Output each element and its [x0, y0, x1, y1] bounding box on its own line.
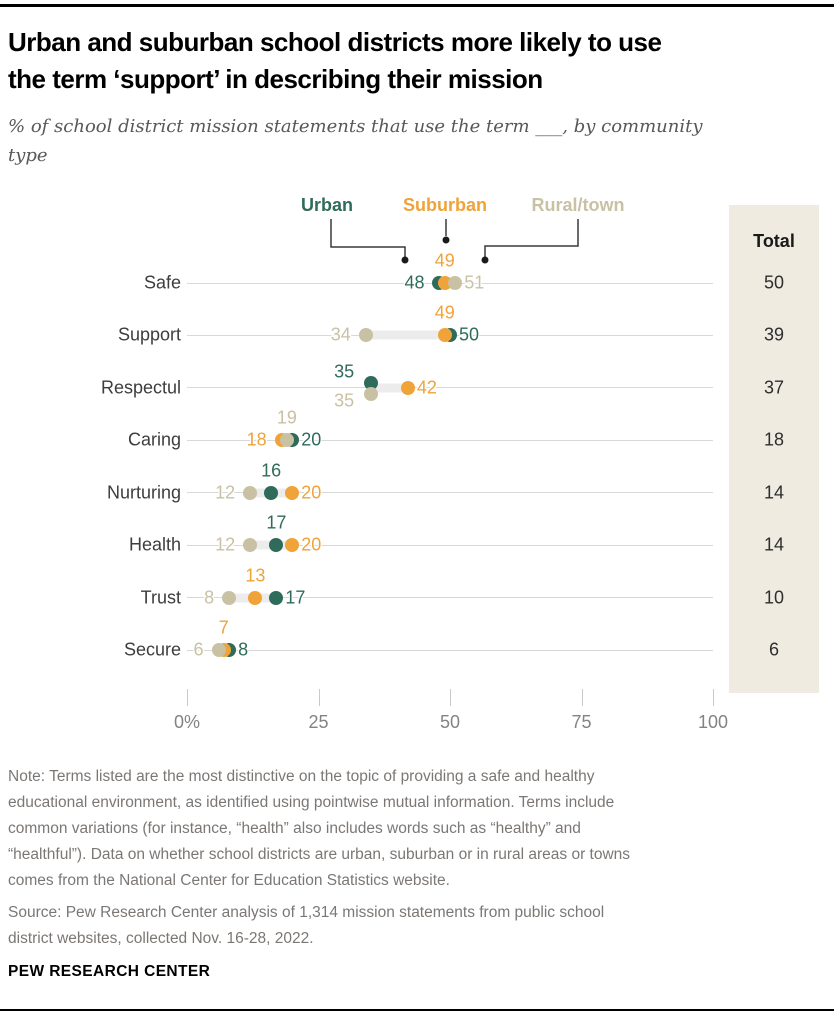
value-label-suburban: 18: [246, 429, 267, 450]
pew-wordmark: PEW RESEARCH CENTER: [8, 963, 211, 980]
value-label-rural: 51: [464, 272, 485, 293]
x-axis-tick: [450, 689, 451, 706]
term-label: Health: [128, 534, 181, 555]
legend-item-suburban: Suburban: [403, 195, 487, 215]
value-label-urban: 48: [404, 272, 425, 293]
value-label-rural: 12: [215, 482, 236, 503]
total-value: 50: [763, 272, 785, 293]
total-value: 14: [763, 482, 785, 503]
dot-rural: [243, 538, 257, 552]
value-label-suburban: 42: [416, 377, 437, 398]
total-value: 18: [763, 429, 785, 450]
note-line: comes from the National Center for Education Statistics website.: [8, 872, 450, 889]
note-line: educational environment, as identified using pointwise mutual information. Terms include: [8, 794, 615, 811]
dot-urban: [269, 591, 283, 605]
value-label-rural: 6: [193, 639, 204, 660]
x-axis-tick-label: 0%: [173, 712, 201, 732]
dot-rural: [280, 433, 294, 447]
dot-suburban: [285, 538, 299, 552]
dot-rural: [359, 328, 373, 342]
value-label-suburban: 13: [245, 565, 266, 586]
dot-urban: [269, 538, 283, 552]
value-label-urban: 35: [334, 361, 355, 382]
legend-connector-lines: [0, 0, 834, 300]
dot-suburban: [438, 328, 452, 342]
value-label-suburban: 49: [434, 302, 455, 323]
value-label-urban: 17: [285, 587, 306, 608]
dot-suburban: [401, 381, 415, 395]
value-label-suburban: 20: [301, 534, 322, 555]
dot-urban: [264, 486, 278, 500]
legend-item-rural: Rural/town: [531, 195, 625, 215]
value-label-urban: 8: [238, 639, 249, 660]
source-line: Source: Pew Research Center analysis of 1,314 mission statements from public school: [8, 904, 605, 921]
term-label: Safe: [143, 272, 181, 293]
dot-rural: [243, 486, 257, 500]
term-label: Secure: [123, 639, 181, 660]
row-line: [187, 650, 713, 651]
term-label: Trust: [140, 587, 181, 608]
x-axis-tick-label: 75: [571, 712, 592, 732]
term-label: Support: [117, 324, 181, 345]
total-value: 10: [763, 587, 785, 608]
dot-rural: [222, 591, 236, 605]
total-value: 14: [763, 534, 785, 555]
value-label-suburban: 7: [218, 617, 229, 638]
legend-item-urban: Urban: [300, 195, 354, 215]
bottom-rule: [0, 1009, 834, 1011]
x-axis-tick: [713, 689, 714, 706]
subtitle-line-1: % of school district mission statements that use the term ___, by community: [8, 116, 703, 137]
value-label-urban: 20: [301, 429, 322, 450]
dot-rural: [212, 643, 226, 657]
title-line-2: the term ‘support’ in describing their mission: [8, 64, 543, 94]
total-value: 39: [763, 324, 785, 345]
x-axis-tick: [582, 689, 583, 706]
total-value: 6: [768, 639, 779, 660]
value-label-urban: 16: [261, 460, 282, 481]
value-label-rural: 12: [215, 534, 236, 555]
term-label: Nurturing: [106, 482, 181, 503]
value-label-suburban: 20: [301, 482, 322, 503]
row-line: [187, 387, 713, 388]
dot-rural: [364, 387, 378, 401]
totals-column-header: Total: [753, 231, 795, 251]
term-label: Caring: [127, 429, 181, 450]
dot-rural: [448, 276, 462, 290]
value-label-rural: 34: [330, 324, 351, 345]
value-label-rural: 8: [204, 587, 215, 608]
x-axis-tick-label: 25: [308, 712, 329, 732]
note-text: [8, 764, 826, 894]
value-label-rural: 19: [276, 407, 297, 428]
source-text: [8, 900, 826, 952]
source-line: district websites, collected Nov. 16-28, 2022.: [8, 930, 314, 947]
note-line: Note: Terms listed are the most distinctive on the topic of providing a safe and healthy: [8, 768, 595, 785]
x-axis-tick-label: 50: [439, 712, 461, 732]
dot-suburban: [248, 591, 262, 605]
value-label-urban: 17: [266, 512, 287, 533]
value-label-urban: 50: [459, 324, 480, 345]
x-axis-tick: [187, 689, 188, 706]
x-axis-tick: [319, 689, 320, 706]
dot-suburban: [285, 486, 299, 500]
subtitle-line-2: type: [8, 145, 48, 166]
value-label-suburban: 49: [434, 250, 455, 271]
x-axis-tick-label: 100: [697, 712, 729, 732]
value-label-rural: 35: [334, 390, 355, 411]
note-line: “healthful”). Data on whether school districts are urban, suburban or in rural areas or towns: [8, 846, 631, 863]
note-line: common variations (for instance, “health” also includes words such as “healthy” and: [8, 820, 581, 837]
title-line-1: Urban and suburban school districts more likely to use: [8, 27, 662, 57]
term-label: Respectul: [100, 377, 181, 398]
total-value: 37: [763, 377, 785, 398]
